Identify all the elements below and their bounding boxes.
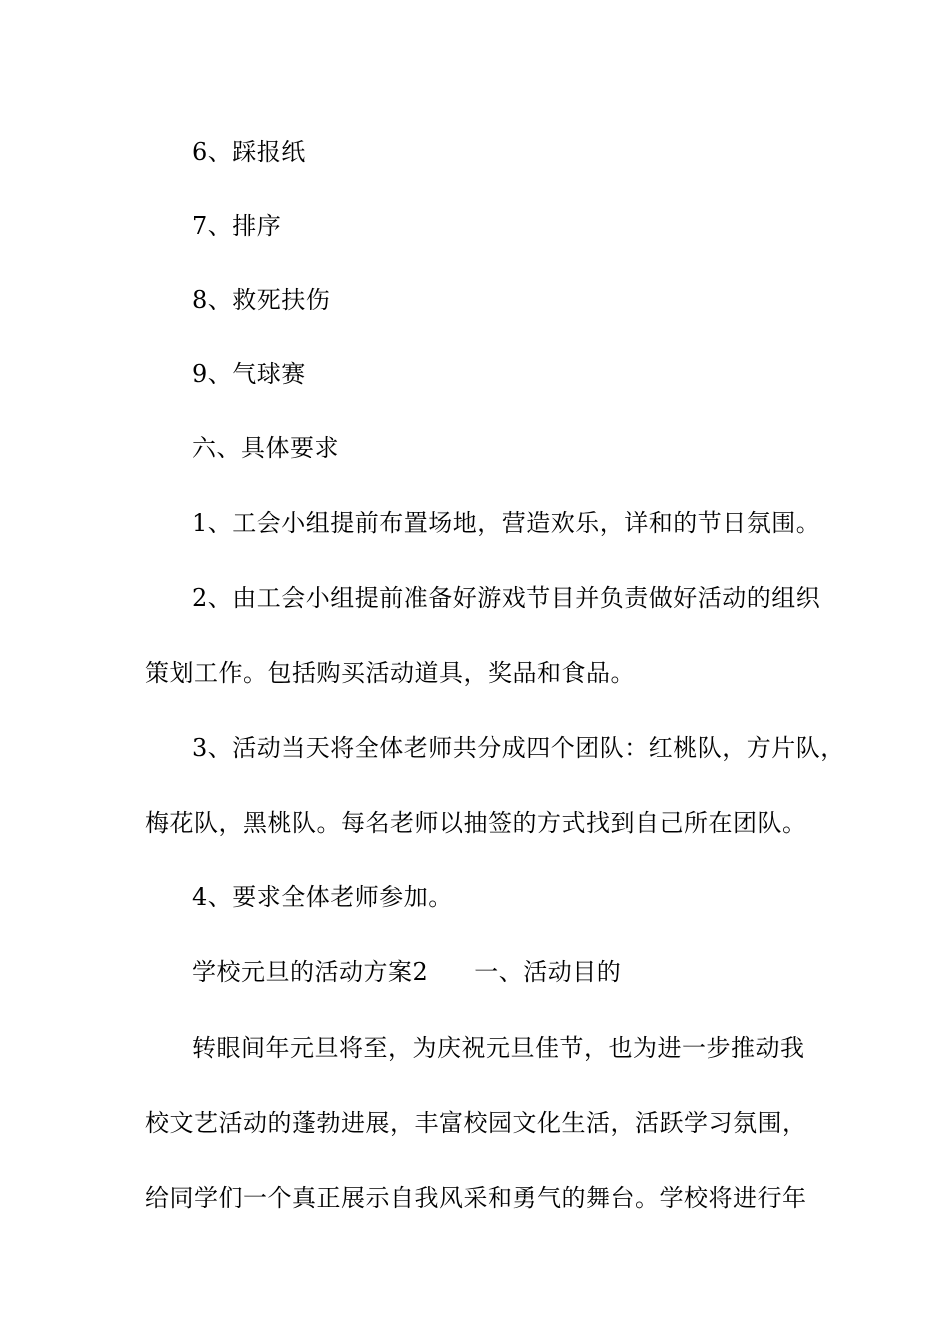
requirement-2-line-1: 2、由工会小组提前准备好游戏节目并负责做好活动的组织 [192,584,821,612]
requirement-3-line-1: 3、活动当天将全体老师共分成四个团队：红桃队，方片队， [192,734,845,762]
list-item-7: 7、排序 [192,212,282,240]
section-heading-requirements: 六、具体要求 [192,434,339,462]
requirement-3-line-2: 梅花队，黑桃队。每名老师以抽签的方式找到自己所在团队。 [145,809,807,837]
requirement-1: 1、工会小组提前布置场地，营造欢乐，详和的节日氛围。 [192,509,821,537]
purpose-line-3: 给同学们一个真正展示自我风采和勇气的舞台。学校将进行年 [145,1184,807,1212]
purpose-line-1: 转眼间年元旦将至，为庆祝元旦佳节，也为进一步推动我 [192,1034,805,1062]
list-item-8: 8、救死扶伤 [192,286,331,314]
list-item-6: 6、踩报纸 [192,138,306,166]
requirement-2-line-2: 策划工作。包括购买活动道具，奖品和食品。 [145,659,635,687]
plan-2-heading [192,957,621,987]
plan-2-subtitle: 一、活动目的 [474,958,622,986]
purpose-line-2: 校文艺活动的蓬勃进展，丰富校园文化生活，活跃学习氛围， [145,1109,807,1137]
requirement-4: 4、要求全体老师参加。 [192,883,453,911]
plan-2-title: 学校元旦的活动方案2 [192,958,429,986]
list-item-9: 9、气球赛 [192,360,306,388]
